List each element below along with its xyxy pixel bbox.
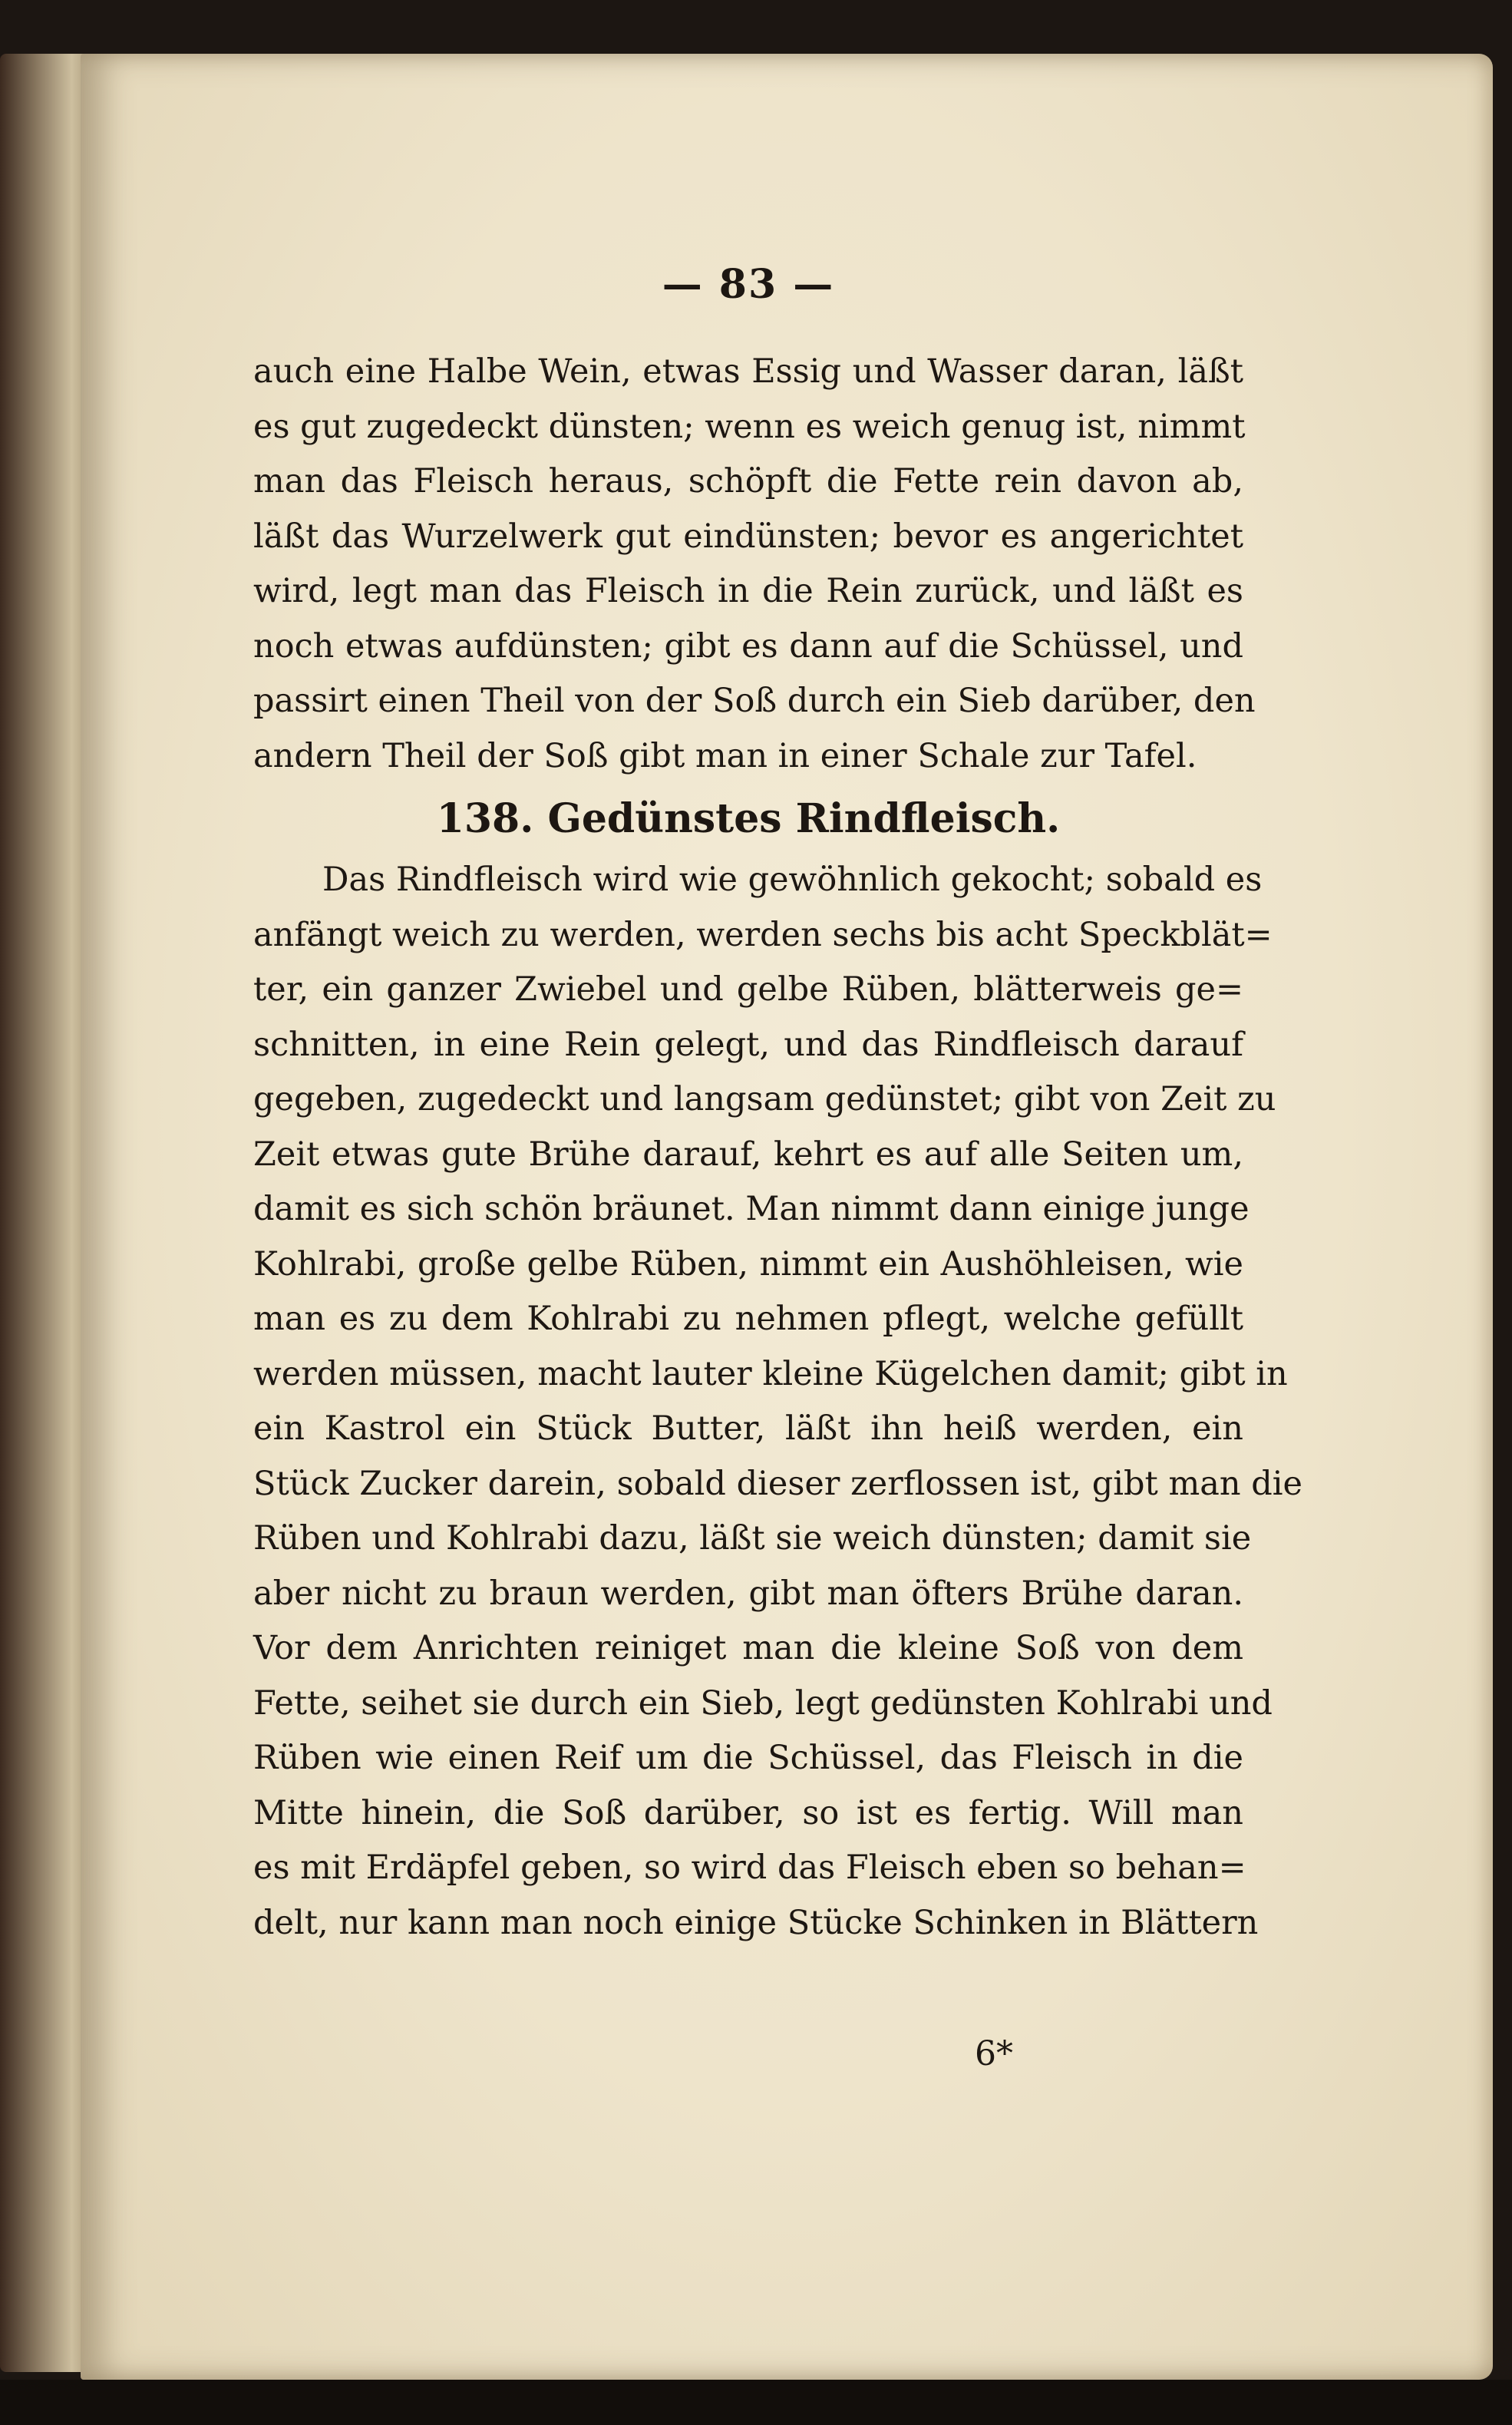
previous-page-edge xyxy=(0,54,84,2372)
text-line: man es zu dem Kohlrabi zu nehmen pflegt, welche gefüllt xyxy=(253,1300,1243,1338)
text-line: aber nicht zu braun werden, gibt man öfters Brühe daran. xyxy=(253,1574,1243,1613)
text-line: auch eine Halbe Wein, etwas Essig und Wasser daran, läßt xyxy=(253,352,1243,391)
text-line: werden müssen, macht lauter kleine Kügelchen damit; gibt in xyxy=(253,1354,1288,1393)
recipe-heading: 138. Gedünstes Rindfleisch. xyxy=(436,795,1061,842)
text-line: Mitte hinein, die Soß darüber, so ist es fertig. Will man xyxy=(253,1793,1243,1832)
text-line: Stück Zucker darein, sobald dieser zerflossen ist, gibt man die xyxy=(253,1464,1302,1503)
text-line: damit es sich schön bräunet. Man nimmt dann einige junge xyxy=(253,1190,1250,1228)
text-line: man das Fleisch heraus, schöpft die Fette rein davon ab, xyxy=(253,462,1243,501)
text-line: anfängt weich zu werden, werden sechs bis acht Speckblät= xyxy=(253,915,1273,954)
text-line: läßt das Wurzelwerk gut eindünsten; bevor es angerichtet xyxy=(253,517,1243,556)
text-line: Rüben wie einen Reif um die Schüssel, das Fleisch in die xyxy=(253,1739,1243,1777)
text-line: es gut zugedeckt dünsten; wenn es weich genug ist, nimmt xyxy=(253,407,1246,446)
text-line: ein Kastrol ein Stück Butter, läßt ihn heiß werden, ein xyxy=(253,1409,1243,1448)
text-line: noch etwas aufdünsten; gibt es dann auf die Schüssel, und xyxy=(253,626,1243,666)
text-line: wird, legt man das Fleisch in die Rein zurück, und läßt es xyxy=(253,572,1243,610)
text-line: andern Theil der Soß gibt man in einer Schale zur Tafel. xyxy=(253,736,1197,775)
text-line: schnitten, in eine Rein gelegt, und das Rindfleisch darauf xyxy=(253,1025,1243,1064)
page-text xyxy=(253,261,1302,1951)
page-number-header: — 83 — xyxy=(662,261,835,308)
text-line: ter, ein ganzer Zwiebel und gelbe Rüben, blätterweis ge= xyxy=(253,970,1243,1009)
text-line: Rüben und Kohlrabi dazu, läßt sie weich dünsten; damit sie xyxy=(253,1519,1252,1558)
scan-bottom-edge xyxy=(0,2380,1512,2425)
text-line: Kohlrabi, große gelbe Rüben, nimmt ein Aushöhleisen, wie xyxy=(253,1244,1243,1284)
text-line: Fette, seihet sie durch ein Sieb, legt gedünsten Kohlrabi und xyxy=(253,1683,1273,1723)
text-line: es mit Erdäpfel geben, so wird das Fleisch eben so behan= xyxy=(253,1848,1246,1887)
text-line: delt, nur kann man noch einige Stücke Schinken in Blättern xyxy=(253,1903,1259,1942)
text-line: passirt einen Theil von der Soß durch ein Sieb darüber, den xyxy=(253,682,1256,720)
text-line: Zeit etwas gute Brühe darauf, kehrt es auf alle Seiten um, xyxy=(253,1135,1243,1174)
recipe-paragraph xyxy=(253,853,1302,1951)
signature-mark: 6* xyxy=(975,2034,1013,2073)
text-line: Vor dem Anrichten reiniget man die kleine Soß von dem xyxy=(253,1629,1243,1667)
text-line: gegeben, zugedeckt und langsam gedünstet; gibt von Zeit zu xyxy=(253,1080,1276,1118)
paragraph-continuation xyxy=(253,345,1256,784)
text-line: Das Rindfleisch wird wie gewöhnlich gekocht; sobald es xyxy=(322,861,1263,899)
